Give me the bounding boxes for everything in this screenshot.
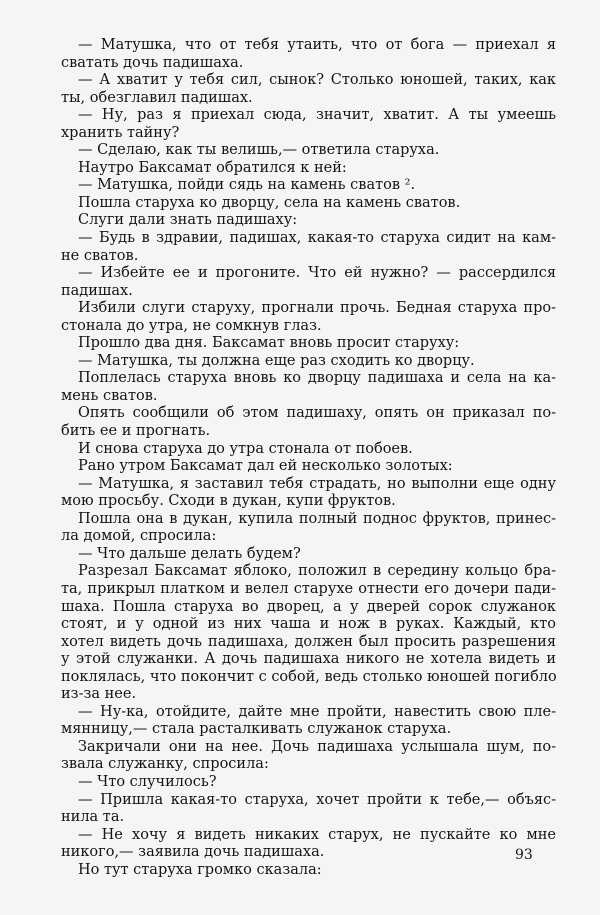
text-line: ты, обезглавил падишах. [61,89,253,106]
text-line: нила та. [61,809,125,826]
text-line: стоят, и у одной из них чаша и нож в руках. Каждый, кто [61,616,556,633]
text-line: падишах. [61,282,133,299]
text-line: ла домой, спросила: [61,528,217,545]
text-line: Рано утром Баксамат дал ей несколько золотых: [78,458,453,475]
text-line: — Матушка, ты должна еще раз сходить ко дворцу. [78,352,475,369]
text-line: — Избейте ее и прогоните. Что ей нужно? — рассердился [78,265,556,282]
text-line: Избили слуги старуху, прогнали прочь. Бедная старуха про- [78,300,556,317]
text-line: — Ну, раз я приехал сюда, значит, хватит. А ты умеешь [78,107,556,124]
text-line: — Не хочу я видеть никаких старух, не пускайте ко мне [78,826,556,843]
text-line: — Пришла какая-то старуха, хочет пройти к тебе,— объяс- [78,791,556,808]
text-line: звала служанку, спросила: [61,756,269,773]
text-line: из-за нее. [61,686,137,703]
text-line: сватать дочь падишаха. [61,54,244,71]
text-line: Разрезал Баксамат яблоко, положил в середину кольцо бра- [78,563,556,580]
text-line: Пошла старуха ко дворцу, села на камень сватов. [78,194,461,211]
text-line: — Матушка, что от тебя утаить, что от бога — приехал я [78,37,556,53]
text-line: мянницу,— стала расталкивать служанок старуха. [61,721,452,738]
text-line: та, прикрыл платком и велел старухе отнести его дочери пади- [61,580,556,597]
text-line: — Сделаю, как ты велишь,— ответила старуха. [78,142,440,159]
text-line: никого,— заявила дочь падишаха. [61,844,325,861]
text-line: Опять сообщили об этом падишаху, опять он приказал по- [78,405,556,422]
body-text [61,37,557,879]
text-line: хотел видеть дочь падишаха, должен был просить разрешения [61,633,556,650]
text-line: — Матушка, я заставил тебя страдать, но выполни еще одну [78,475,556,492]
text-line: И снова старуха до утра стонала от побоев. [78,440,413,457]
text-line: Наутро Баксамат обратился к ней: [78,159,347,176]
text-line: Закричали они на нее. Дочь падишаха услышала шум, по- [78,738,556,755]
text-line: бить ее и прогнать. [61,423,211,440]
text-line: Слуги дали знать падишаху: [78,212,298,229]
text-line: Поплелась старуха вновь ко дворцу падишаха и села на ка- [78,370,556,387]
text-line: — Будь в здравии, падишах, какая-то старуха сидит на кам- [78,230,556,247]
page-number: 93 [515,847,533,863]
text-line: поклялась, что покончит с собой, ведь столько юношей погибло [61,668,557,685]
text-line: — Матушка, пойди сядь на камень сватов ². [78,177,416,194]
text-line: у этой служанки. А дочь падишаха никого не хотела видеть и [61,651,556,668]
text-line: — А хватит у тебя сил, сынок? Столько юношей, таких, как [78,72,556,89]
text-line: — Ну-ка, отойдите, дайте мне пройти, навестить свою пле- [78,703,556,720]
text-line: Прошло два дня. Баксамат вновь просит старуху: [78,335,460,352]
text-line: — Что случилось? [78,773,217,790]
text-line: Пошла она в дукан, купила полный поднос фруктов, принес- [78,510,556,527]
text-line: хранить тайну? [61,124,180,141]
text-line: — Что дальше делать будем? [78,545,301,562]
text-line: не сватов. [61,247,139,264]
text-line: мою просьбу. Сходи в дукан, купи фруктов. [61,493,396,510]
text-line: шаха. Пошла старуха во дворец, а у дверей сорок служанок [61,598,556,615]
text-line: мень сватов. [61,387,158,404]
text-line: Но тут старуха громко сказала: [78,861,322,878]
text-line: стонала до утра, не сомкнув глаз. [61,317,322,334]
